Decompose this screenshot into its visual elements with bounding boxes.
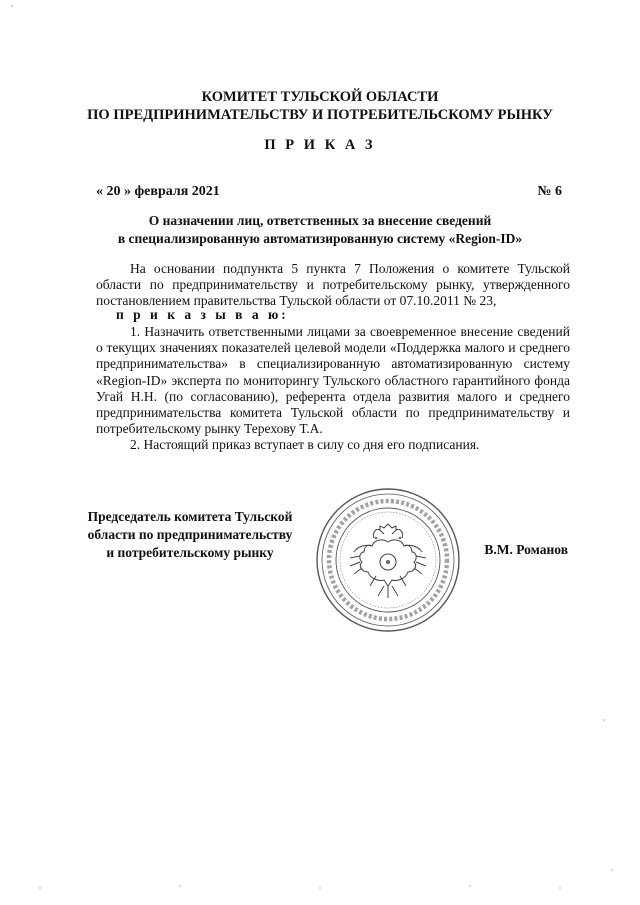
preamble-paragraph — [96, 261, 570, 310]
order-item-1: 1. Назначить ответственными лицами за своевременное внесение сведений о текущих значениях показателей целевой модели «Поддержка малого и среднего предпринимательства» в специализированную автоматизированную систему «Region-ID» эксперта по мониторингу Тульского областного гарантийного фонда Угай Н.Н. (по согласованию), референта отдела развития малого и среднего предпринимательства комитета Тульской области по предпринимательству и потребительскому рынку Терехову Т.А. — [96, 324, 570, 437]
signatory-position-line2: области по предпринимательству — [87, 527, 293, 542]
order-items — [96, 324, 570, 454]
org-name-line1: КОМИТЕТ ТУЛЬСКОЙ ОБЛАСТИ — [201, 89, 439, 105]
order-item-2: 2. Настоящий приказ вступает в силу со дня его подписания. — [130, 437, 480, 453]
order-number: № 6 — [537, 184, 562, 199]
signatory-name: В.М. Романов — [484, 542, 568, 557]
order-date: « 20 » февраля 2021 — [96, 184, 220, 199]
signatory-position-line3: и потребительскому рынку — [106, 545, 274, 560]
document-type-title: П Р И К А З — [264, 137, 376, 153]
signatory-position-line1: Председатель комитета Тульской — [87, 509, 293, 524]
subject-line2: в специализированную автоматизированную систему «Region-ID» — [117, 231, 523, 246]
official-seal-icon — [314, 486, 462, 634]
order-word: п р и к а з ы в а ю: — [116, 307, 289, 322]
subject-line1: О назначении лиц, ответственных за внесение сведений — [148, 213, 492, 228]
signatory-position — [70, 508, 310, 562]
org-name-line2: ПО ПРЕДПРИНИМАТЕЛЬСТВУ И ПОТРЕБИТЕЛЬСКОМУ РЫНКУ — [87, 107, 553, 123]
preamble-text: На основании подпункта 5 пункта 7 Положения о комитете Тульской области по предпринимательству и потребительскому рынку, утвержденного постановлением правительства Тульской области от 07.10.2011 № 23, — [96, 261, 570, 309]
